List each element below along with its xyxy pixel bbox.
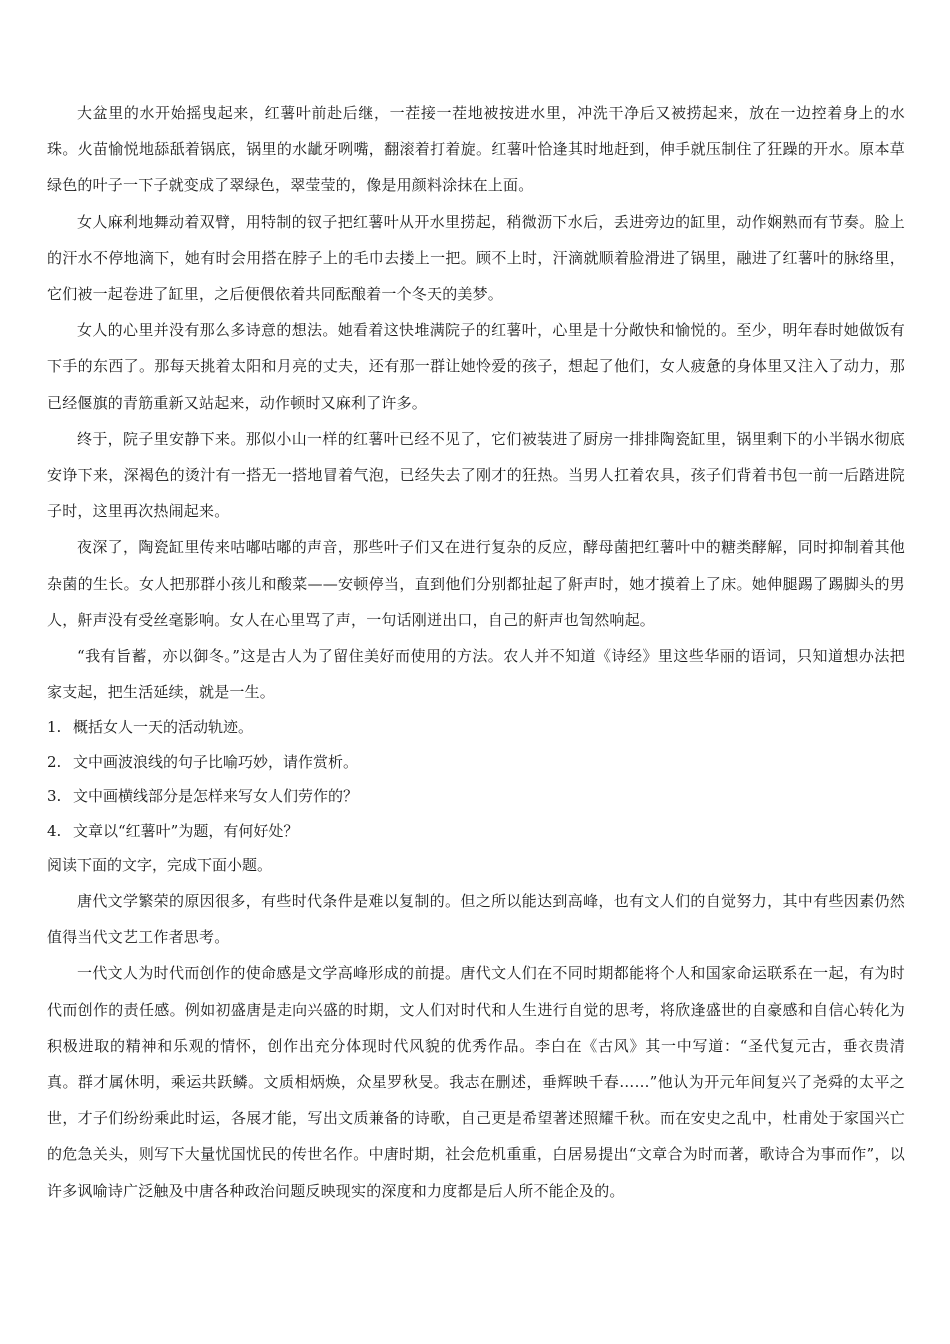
question-4 — [47, 814, 905, 849]
question-text: 文中画横线部分是怎样来写女人们劳作的？ — [73, 787, 359, 806]
question-number: 4. — [47, 821, 62, 840]
question-text: 文中画波浪线的句子比喻巧妙，请作赏析。 — [73, 752, 359, 771]
essay-paragraph-1: 唐代文学繁荣的原因很多，有些时代条件是难以复制的。但之所以能达到高峰，也有文人们的自觉努力，其中有些因素仍然值得当代文艺工作者思考。 — [47, 891, 905, 947]
story-paragraph-5: 夜深了，陶瓷缸里传来咕嘟咕嘟的声音，那些叶子们又在进行复杂的反应，酵母菌把红薯叶中的糖类酵解，同时抑制着其他杂菌的生长。女人把那群小孩儿和酸菜——安顿停当，直到他们分别都扯起了鼾声时，她才摸着上了床。她伸腿踢了踢脚头的男人，鼾声没有受丝毫影响。女人在心里骂了声，一句话刚迸出口，自己的鼾声也訇然响起。 — [47, 538, 905, 629]
document-page — [47, 95, 905, 1209]
question-text: 文章以“红薯叶”为题，有何好处？ — [73, 821, 299, 840]
question-number: 1. — [47, 718, 62, 737]
story-paragraph-1: 大盆里的水开始摇曳起来，红薯叶前赴后继，一茬接一茬地被按进水里，冲洗干净后又被捞起来，放在一边控着身上的水珠。火苗愉悦地舔舐着锅底，锅里的水龇牙咧嘴，翻滚着打着旋。红薯叶恰逢其时地赶到，伸手就压制住了狂躁的开水。原本草绿色的叶子一下子就变成了翠绿色，翠莹莹的，像是用颜料涂抹在上面。 — [47, 104, 905, 195]
reading-instruction: 阅读下面的文字，完成下面小题。 — [47, 856, 273, 875]
question-1 — [47, 710, 905, 745]
essay-paragraph-2: 一代文人为时代而创作的使命感是文学高峰形成的前提。唐代文人们在不同时期都能将个人和国家命运联系在一起，有为时代而创作的责任感。例如初盛唐是走向兴盛的时期，文人们对时代和人生进行自觉的思考，将欣逢盛世的自豪感和自信心转化为积极进取的精神和乐观的情怀，创作出充分体现时代风貌的优秀作品。李白在《古风》其一中写道：“圣代复元古，垂衣贵清真。群才属休明，乘运共跃鳞。文质相炳焕，众星罗秋旻。我志在删述，垂辉映千春……”他认为开元年间复兴了尧舜的太平之世，才子们纷纷乘此时运，各展才能，写出文质兼备的诗歌，自己更是希望著述照耀千秋。而在安史之乱中，杜甫处于家国兴亡的危急关头，则写下大量忧国忧民的传世名作。中唐时期，社会危机重重，白居易提出“文章合为时而著，歌诗合为事而作”，以许多讽喻诗广泛触及中唐各种政治问题反映现实的深度和力度都是后人所不能企及的。 — [47, 964, 905, 1200]
question-text: 概括女人一天的活动轨迹。 — [73, 718, 254, 737]
story-paragraph-4: 终于，院子里安静下来。那似小山一样的红薯叶已经不见了，它们被装进了厨房一排排陶瓷缸里，锅里剩下的小半锅水彻底安诤下来，深褐色的烫汁有一搭无一搭地冒着气泡，已经失去了刚才的狂热。当男人扛着农具，孩子们背着书包一前一后踏进院子时，这里再次热闹起来。 — [47, 429, 905, 521]
question-2 — [47, 745, 905, 780]
story-paragraph-6: “我有旨蓄，亦以御冬。”这是古人为了留住美好而使用的方法。农人并不知道《诗经》里这些华丽的语词，只知道想办法把家支起，把生活延续，就是一生。 — [47, 647, 905, 702]
question-number: 3. — [47, 787, 62, 806]
story-paragraph-2: 女人麻利地舞动着双臂，用特制的钗子把红薯叶从开水里捞起，稍微沥下水后，丢进旁边的缸里，动作娴熟而有节奏。脸上的汗水不停地滴下，她有时会用搭在脖子上的毛巾去搂上一把。顾不上时，汗滴就顺着脸滑进了锅里，融进了红薯叶的脉络里，它们被一起卷进了缸里，之后便偎依着共同酝酿着一个冬天的美梦。 — [47, 212, 905, 304]
question-3 — [47, 779, 905, 814]
question-number: 2. — [47, 752, 62, 771]
story-paragraph-3: 女人的心里并没有那么多诗意的想法。她看着这快堆满院子的红薯叶，心里是十分敞快和愉悦的。至少，明年春时她做饭有下手的东西了。那每天挑着太阳和月亮的丈夫，还有那一群让她怜爱的孩子，想起了他们，女人疲惫的身体里又注入了动力，那已经偃旗的青筋重新又站起来，动作顿时又麻利了许多。 — [47, 321, 905, 412]
